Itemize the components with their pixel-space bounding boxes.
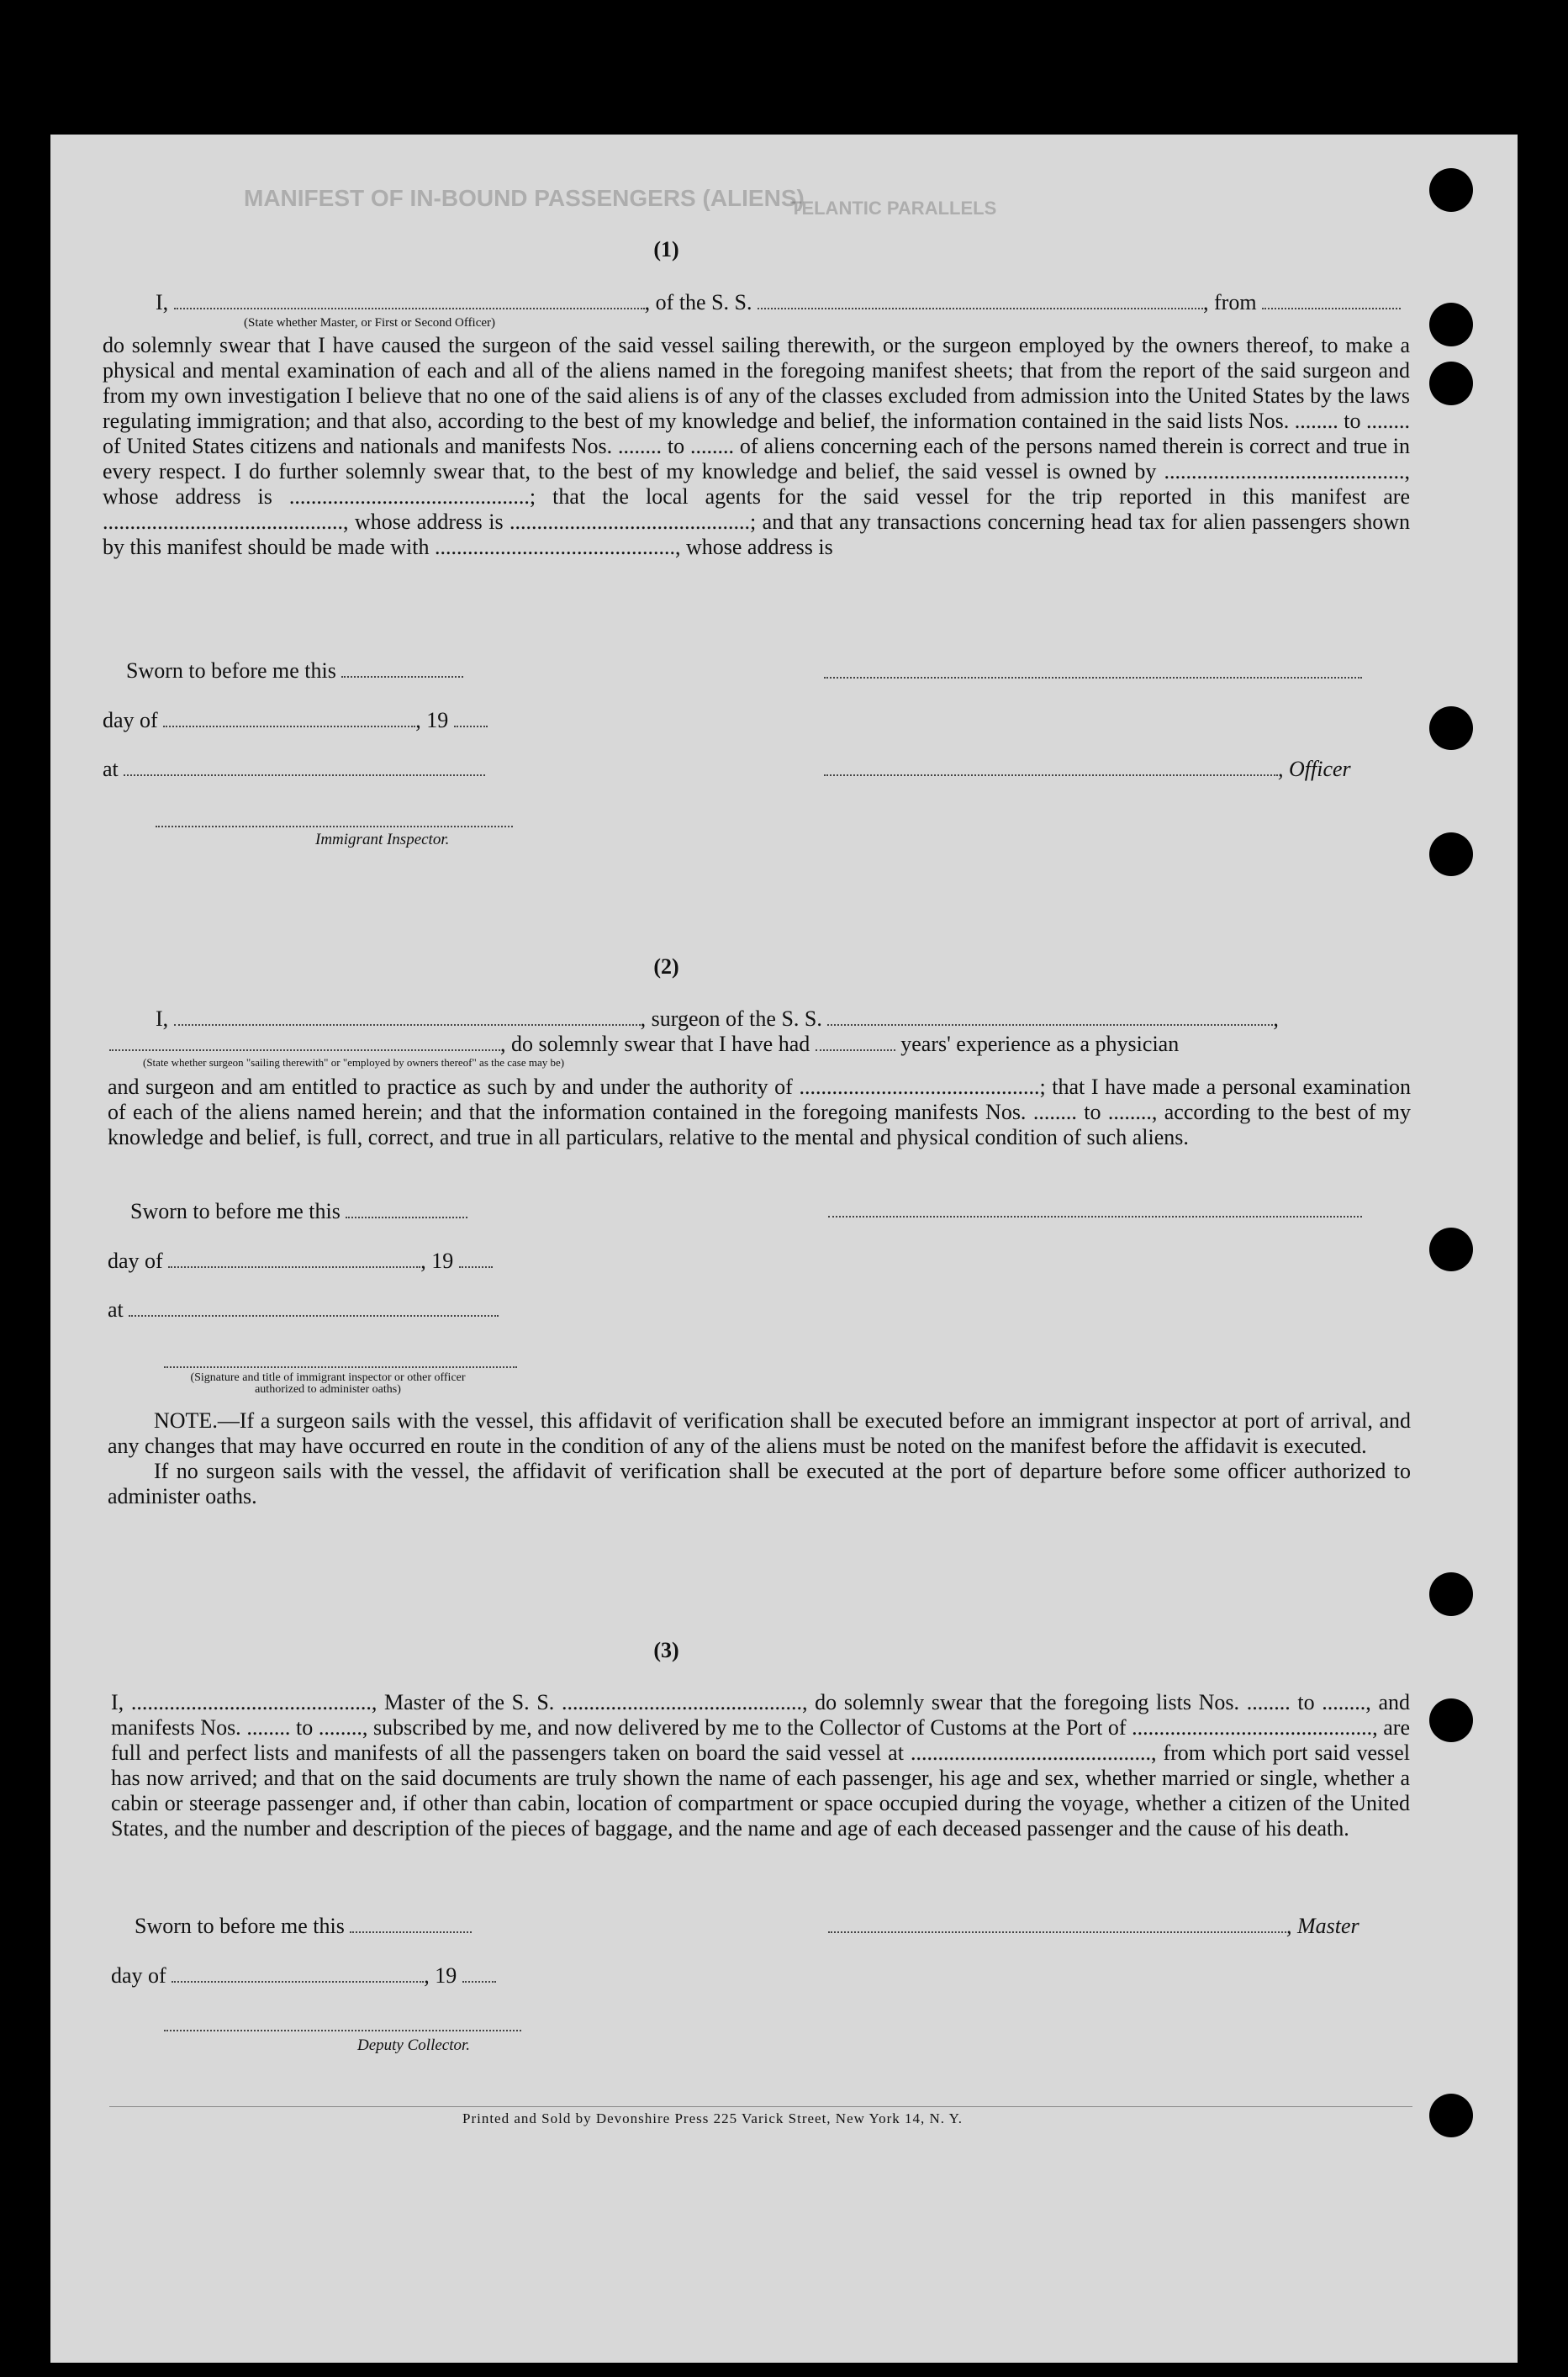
section-3-number: (3) xyxy=(653,1638,679,1662)
section-2-day-of: day of , 19 xyxy=(108,1249,493,1274)
manifest-page xyxy=(50,135,1518,2363)
section-1-signature-line xyxy=(824,677,1362,679)
section-1-at: at xyxy=(103,757,485,782)
officer-note: (State whether Master, or First or Second Officer) xyxy=(244,316,496,330)
section-1-officer: , Officer xyxy=(824,757,1351,782)
inspector-signature-line xyxy=(156,826,513,827)
section-3-sworn: Sworn to before me this xyxy=(135,1914,472,1939)
punch-hole xyxy=(1429,303,1473,346)
inspector-label: Immigrant Inspector. xyxy=(315,831,450,848)
punch-hole xyxy=(1429,1698,1473,1742)
section-2-sworn: Sworn to before me this xyxy=(130,1199,467,1224)
section-2-number: (2) xyxy=(653,954,679,979)
signature-note: (Signature and title of immigrant inspector or other officer authorized to administer oaths) xyxy=(190,1371,466,1396)
section-1-body: do solemnly swear that I have caused the surgeon of the said vessel sailing therewith, or the surgeon employed by the owners thereof, to make a physical and mental examination of each and all of the aliens named in the foregoing manifest sheets; that from the report of the said surgeon and from my own investigation I believe that no one of the said aliens is of any of the classes excluded from admission into the United States by the laws regulating immigration; and that also, according to the best of my knowledge and belief, the information contained in the said lists Nos. ........ to ........ of United States citizens and nationals and manifests Nos. ........ to ........ of aliens concerning each of the persons named therein is correct and true in every respect. I do further solemnly swear that, to the best of my knowledge and belief, the said vessel is owned by ............................................, whose address is ............................................; that the local agents for the said vessel for the trip reported in this manifest are ............................................, whose address is ............................................; and that any transactions concerning head tax for alien passengers shown by this manifest should be made with ............................................, whose address is xyxy=(103,333,1410,559)
punch-hole xyxy=(1429,168,1473,212)
section-2-line-2: , do solemnly swear that I have had years' experience as a physician xyxy=(109,1032,1179,1057)
punch-hole xyxy=(1429,1572,1473,1616)
footer-rule xyxy=(109,2106,1412,2107)
collector-signature-line xyxy=(164,2030,521,2031)
faded-header-title: MANIFEST OF IN-BOUND PASSENGERS (ALIENS) xyxy=(244,185,805,211)
printer-footer: Printed and Sold by Devonshire Press 225 Varick Street, New York 14, N. Y. xyxy=(462,2110,963,2126)
section-3-day-of: day of , 19 xyxy=(111,1963,496,1989)
surgeon-note: (State whether surgeon "sailing therewith" or "employed by owners thereof" as the case may be) xyxy=(143,1056,565,1069)
section-2-line-1: I, , surgeon of the S. S. , xyxy=(156,1006,1279,1031)
section-1-oath-line: I, , of the S. S. , from xyxy=(156,290,1401,315)
section-1-sworn: Sworn to before me this xyxy=(126,658,463,684)
punch-hole xyxy=(1429,362,1473,405)
section-2-at: at xyxy=(108,1297,499,1323)
faded-header-right: TELANTIC PARALLELS xyxy=(790,198,997,219)
collector-label: Deputy Collector. xyxy=(357,2036,471,2054)
punch-hole xyxy=(1429,706,1473,750)
oath-officer-signature-line xyxy=(164,1366,517,1368)
section-2-body: and surgeon and am entitled to practice as such by and under the authority of ............................................; that I have made a personal examination of each of the aliens named herein; and that the information contained in the foregoing manifests Nos. ........ to ........, according to the best of my knowledge and belief, is full, correct, and true in all particulars, relative to the mental and physical condition of such aliens. xyxy=(108,1075,1411,1149)
section-3-body: I, ............................................, Master of the S. S. ............................................, do solemnly swear that the foregoing lists Nos. ........ to ........, and manifests Nos. ........ to ........, subscribed by me, and now delivered by me to the Collector of Customs at the Port of ............................................, are full and perfect lists and manifests of all the passengers taken on board the said vessel at ............................................, from which port said vessel has now arrived; and that on the said documents are truly shown the name of each passenger, his age and sex, whether married or single, whether a cabin or steerage passenger and, if other than cabin, location of compartment or space occupied during the voyage, whether a citizen of the United States, and the number and description of the pieces of baggage, and the name and age of each deceased passenger and the cause of his death. xyxy=(111,1690,1410,1841)
surgeon-note-paragraph: NOTE.—If a surgeon sails with the vessel, this affidavit of verification shall be executed before an immigrant inspector at port of arrival, and any changes that may have occurred en route in the condition of any of the aliens must be noted on the manifest before the affidavit is executed. If no surgeon sails with the vessel, the affidavit of verification shall be executed at the port of departure before some officer authorized to administer oaths. xyxy=(108,1408,1411,1508)
section-1-number: (1) xyxy=(653,237,679,261)
section-3-master: , Master xyxy=(828,1914,1359,1939)
section-2-signature-line xyxy=(828,1216,1362,1218)
punch-hole xyxy=(1429,1228,1473,1271)
punch-hole xyxy=(1429,832,1473,876)
section-1-day-of: day of , 19 xyxy=(103,708,488,733)
